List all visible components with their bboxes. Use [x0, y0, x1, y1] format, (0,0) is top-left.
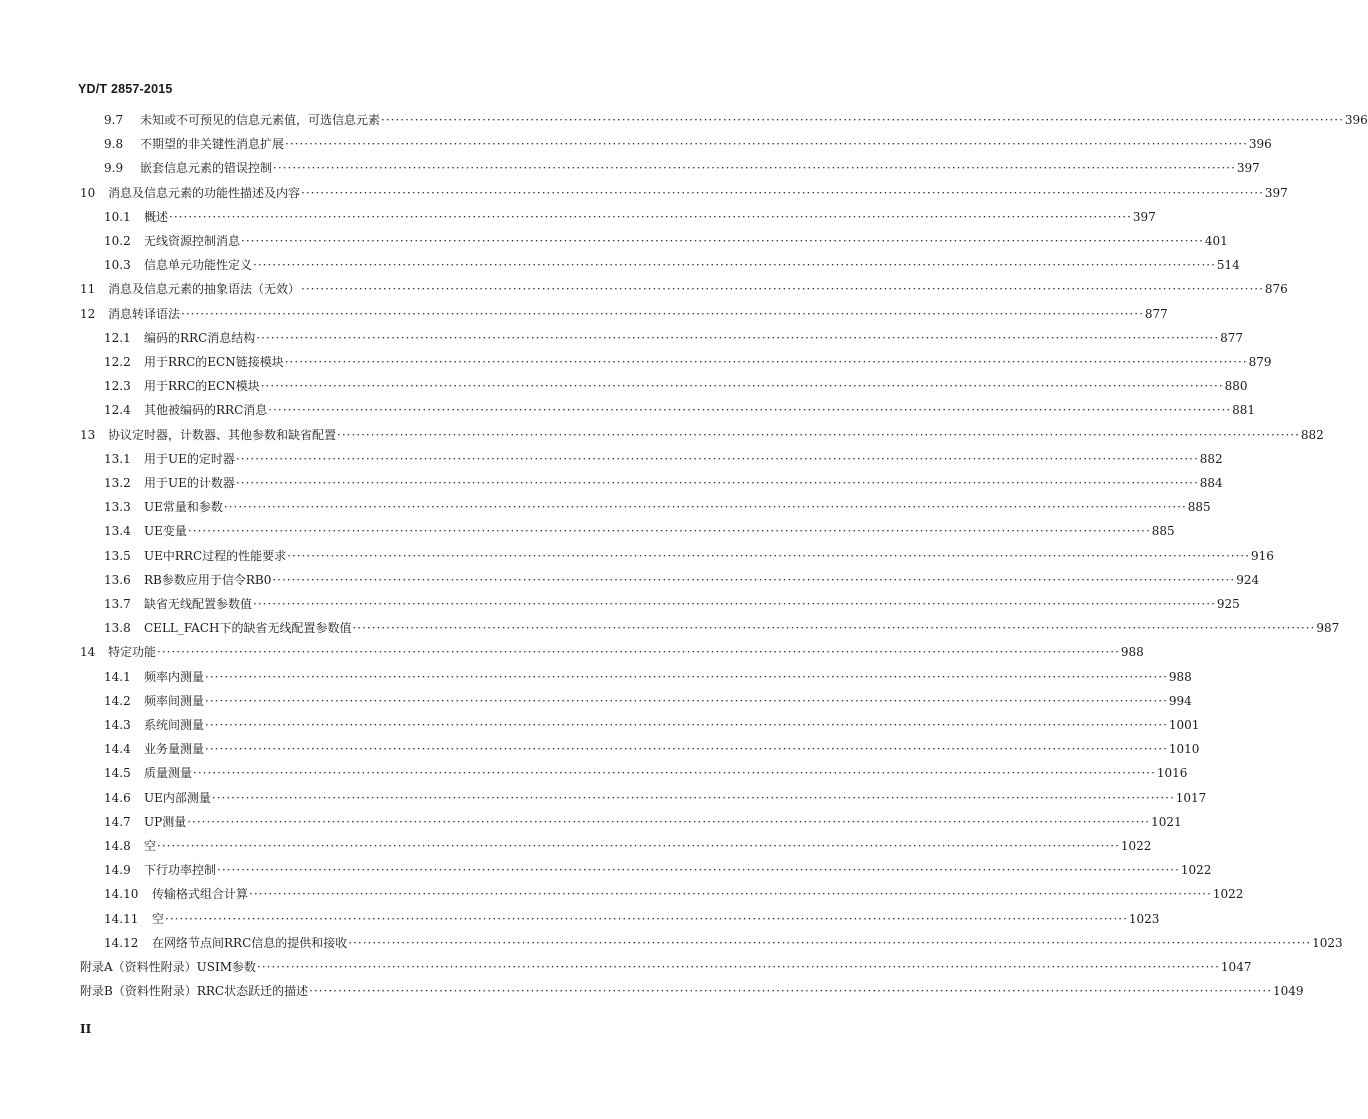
- toc-entry[interactable]: [104, 208, 1156, 226]
- toc-entry-title: 其他被编码的RRC消息: [144, 403, 268, 418]
- toc-entry-title: UP测量: [144, 814, 187, 829]
- dot-leader: ········································································································································································································: [348, 935, 1312, 950]
- toc-entry-number: 13.4: [104, 524, 131, 539]
- dot-leader: ········································································································································································································: [235, 476, 1199, 490]
- toc-entry-number: 14.3: [104, 718, 131, 732]
- toc-entry-number: 9.7: [104, 113, 124, 127]
- dot-leader: ········································································································································································································: [223, 500, 1187, 515]
- toc-entry-title: RB参数应用于信令RB0: [144, 572, 272, 587]
- dot-leader: ········································································································································································································: [284, 355, 1248, 369]
- toc-entry-title: 下行功率控制: [144, 863, 217, 878]
- toc-entry[interactable]: [104, 377, 1248, 395]
- toc-entry-page: 1022: [1212, 887, 1244, 902]
- dot-leader: ········································································································································································································: [301, 185, 1264, 200]
- toc-entry-title: 特定功能: [108, 645, 157, 660]
- toc-entry-page: 397: [1264, 185, 1288, 200]
- toc-entry-page: 1049: [1272, 984, 1304, 999]
- toc-entry-title: 协议定时器，计数器、其他参数和缺省配置: [108, 427, 337, 442]
- toc-entry-number: 13.7: [104, 597, 131, 611]
- toc-entry[interactable]: [104, 159, 1260, 177]
- dot-leader: ········································································································································································································: [157, 645, 1120, 660]
- toc-entry-number: 13: [80, 427, 96, 442]
- dot-leader: ········································································································································································································: [249, 887, 1212, 902]
- toc-entry[interactable]: [80, 643, 1144, 661]
- toc-entry[interactable]: [104, 571, 1260, 589]
- toc-entry-title: UE内部测量: [144, 790, 211, 805]
- toc-entry-title: 在网络节点间RRC信息的提供和接收: [152, 935, 348, 950]
- toc-entry[interactable]: [80, 280, 1288, 298]
- toc-entry[interactable]: [104, 450, 1223, 468]
- toc-entry-number: 14.8: [104, 839, 131, 853]
- toc-entry[interactable]: [104, 595, 1240, 613]
- toc-entry-number: 9.9: [104, 161, 124, 176]
- toc-entry-title: 信息单元功能性定义: [144, 258, 253, 273]
- toc-entry-page: 885: [1187, 500, 1211, 515]
- toc-entry-number: 12.4: [104, 403, 131, 418]
- toc-entry-title: 消息转译语法: [108, 306, 181, 321]
- toc-entry-number: 10: [80, 185, 96, 200]
- toc-entry-title: 空: [152, 911, 165, 926]
- toc-entry-number: 14.2: [104, 693, 131, 708]
- dot-leader: ········································································································································································································: [181, 306, 1144, 321]
- toc-entry-number: 14.1: [104, 669, 131, 684]
- toc-entry[interactable]: [104, 692, 1192, 710]
- document-id-header: YD/T 2857-2015: [78, 82, 173, 96]
- toc-entry[interactable]: [104, 401, 1256, 419]
- dot-leader: ········································································································································································································: [205, 718, 1168, 732]
- toc-entry[interactable]: [104, 547, 1274, 565]
- toc-entry-title: 用于UE的定时器: [144, 451, 235, 466]
- toc-entry-title: 嵌套信息元素的错误控制: [140, 161, 273, 176]
- toc-entry-page: 877: [1144, 306, 1168, 321]
- toc-entry-number: 14.7: [104, 814, 131, 829]
- toc-entry[interactable]: [80, 305, 1168, 323]
- dot-leader: ········································································································································································································: [352, 621, 1316, 636]
- toc-entry-number: 13.2: [104, 476, 131, 490]
- toc-entry-title: 空: [144, 839, 157, 853]
- toc-entry-page: 396: [1344, 113, 1368, 127]
- toc-entry[interactable]: [104, 668, 1192, 686]
- toc-entry[interactable]: [80, 982, 1304, 1000]
- toc-entry[interactable]: [104, 522, 1175, 540]
- toc-entry-page: 1017: [1175, 790, 1207, 805]
- dot-leader: ········································································································································································································: [337, 427, 1300, 442]
- toc-entry-title: 缺省无线配置参数值: [144, 597, 253, 611]
- toc-entry-title: 消息及信息元素的功能性描述及内容: [108, 185, 301, 200]
- toc-entry-page: 881: [1232, 403, 1256, 418]
- dot-leader: ········································································································································································································: [193, 766, 1156, 781]
- toc-entry-number: 12.2: [104, 355, 131, 369]
- toc-entry-number: 14.11: [104, 911, 139, 926]
- toc-entry-number: 14.9: [104, 863, 131, 878]
- dot-leader: ········································································································································································································: [257, 960, 1220, 974]
- dot-leader: ········································································································································································································: [381, 113, 1344, 127]
- toc-entry-number: 14.4: [104, 742, 131, 757]
- toc-entry-title: 附录B（资料性附录）RRC状态跃迁的描述: [80, 984, 309, 999]
- toc-entry-page: 876: [1264, 282, 1288, 297]
- toc-entry-number: 10.3: [104, 258, 131, 273]
- toc-entry-title: 附录A（资料性附录）USIM参数: [80, 960, 257, 974]
- toc-entry[interactable]: [104, 789, 1207, 807]
- toc-entry-page: 882: [1300, 427, 1324, 442]
- toc-entry[interactable]: [104, 934, 1343, 952]
- page-number-footer: II: [80, 1022, 92, 1036]
- toc-entry-title: 无线资源控制消息: [144, 234, 241, 248]
- toc-entry-title: 概述: [144, 209, 169, 224]
- toc-entry-title: 用于UE的计数器: [144, 476, 235, 490]
- toc-entry[interactable]: [104, 498, 1211, 516]
- dot-leader: ········································································································································································································: [287, 548, 1251, 563]
- toc-entry-page: 994: [1168, 693, 1192, 708]
- toc-entry[interactable]: [104, 135, 1272, 153]
- toc-entry-title: 频率间测量: [144, 693, 205, 708]
- toc-entry[interactable]: [104, 885, 1244, 903]
- toc-entry[interactable]: [104, 716, 1200, 734]
- toc-entry-number: 11: [80, 282, 96, 297]
- toc-entry[interactable]: [104, 619, 1340, 637]
- toc-entry-title: 业务量测量: [144, 742, 205, 757]
- dot-leader: ········································································································································································································: [157, 839, 1120, 853]
- toc-entry[interactable]: [104, 910, 1160, 928]
- toc-entry-page: 397: [1132, 209, 1156, 224]
- dot-leader: ········································································································································································································: [268, 403, 1232, 418]
- toc-entry-number: 13.6: [104, 572, 131, 587]
- toc-entry-page: 877: [1220, 330, 1244, 345]
- toc-entry-number: 14.5: [104, 766, 131, 781]
- toc-entry-title: 用于RRC的ECN模块: [144, 379, 260, 394]
- toc-entry[interactable]: [80, 426, 1324, 444]
- toc-entry-number: 14: [80, 645, 96, 660]
- dot-leader: ········································································································································································································: [205, 669, 1168, 684]
- toc-entry-title: 不期望的非关键性消息扩展: [140, 137, 285, 152]
- toc-entry-page: 879: [1248, 355, 1272, 369]
- toc-entry-title: 频率内测量: [144, 669, 205, 684]
- toc-entry-page: 401: [1204, 234, 1228, 248]
- toc-entry-number: 10.1: [104, 209, 131, 224]
- dot-leader: ········································································································································································································: [217, 863, 1180, 878]
- toc-entry[interactable]: [104, 474, 1223, 492]
- toc-entry[interactable]: [104, 813, 1182, 831]
- toc-entry-page: 1001: [1168, 718, 1200, 732]
- dot-leader: ········································································································································································································: [241, 234, 1204, 248]
- toc-entry[interactable]: [104, 353, 1272, 371]
- dot-leader: ········································································································································································································: [309, 984, 1272, 999]
- toc-entry-title: UE中RRC过程的性能要求: [144, 548, 287, 563]
- toc-entry[interactable]: [104, 329, 1244, 347]
- toc-entry-number: 13.5: [104, 548, 131, 563]
- dot-leader: ········································································································································································································: [187, 524, 1151, 539]
- toc-entry-page: 1022: [1180, 863, 1212, 878]
- dot-leader: ········································································································································································································: [272, 572, 1236, 587]
- toc-entry-number: 12.3: [104, 379, 131, 394]
- dot-leader: ········································································································································································································: [187, 814, 1151, 829]
- toc-entry-page: 988: [1120, 645, 1144, 660]
- toc-entry[interactable]: [104, 861, 1212, 879]
- toc-entry-title: 系统间测量: [144, 718, 205, 732]
- dot-leader: ········································································································································································································: [169, 209, 1132, 224]
- toc-entry-number: 13.8: [104, 621, 131, 636]
- toc-entry-title: CELL_FACH下的缺省无线配置参数值: [144, 621, 352, 636]
- toc-entry-number: 10.2: [104, 234, 131, 248]
- toc-entry-page: 1016: [1156, 766, 1188, 781]
- toc-entry-page: 885: [1151, 524, 1175, 539]
- toc-entry-page: 1021: [1151, 814, 1182, 829]
- toc-entry-title: 传输格式组合计算: [152, 887, 249, 902]
- toc-entry-title: 编码的RRC消息结构: [144, 330, 256, 345]
- dot-leader: ········································································································································································································: [253, 258, 1216, 273]
- toc-entry[interactable]: [104, 232, 1228, 250]
- toc-entry[interactable]: [104, 256, 1240, 274]
- toc-entry[interactable]: [104, 837, 1152, 855]
- toc-entry-page: 884: [1199, 476, 1223, 490]
- dot-leader: ········································································································································································································: [285, 137, 1248, 152]
- dot-leader: ········································································································································································································: [301, 282, 1264, 297]
- toc-entry-page: 1023: [1312, 935, 1343, 950]
- toc-entry-page: 987: [1316, 621, 1340, 636]
- dot-leader: ········································································································································································································: [165, 911, 1128, 926]
- toc-entry-page: 925: [1216, 597, 1240, 611]
- toc-entry-title: UE变量: [144, 524, 187, 539]
- dot-leader: ········································································································································································································: [211, 790, 1175, 805]
- toc-entry-page: 988: [1168, 669, 1192, 684]
- toc-entry[interactable]: [104, 740, 1200, 758]
- toc-entry-number: 12.1: [104, 330, 131, 345]
- toc-entry-number: 9.8: [104, 137, 124, 152]
- toc-entry[interactable]: [80, 184, 1288, 202]
- toc-entry-number: 12: [80, 306, 96, 321]
- toc-entry-number: 13.3: [104, 500, 131, 515]
- toc-entry-page: 397: [1236, 161, 1260, 176]
- toc-entry-number: 14.12: [104, 935, 139, 950]
- toc-entry-page: 1047: [1220, 960, 1252, 974]
- toc-entry-number: 14.6: [104, 790, 131, 805]
- toc-entry-title: 未知或不可预见的信息元素值，可选信息元素: [140, 113, 381, 127]
- toc-entry-title: 用于RRC的ECN链接模块: [144, 355, 284, 369]
- toc-entry-number: 14.10: [104, 887, 139, 902]
- dot-leader: ········································································································································································································: [253, 597, 1216, 611]
- toc-entry-title: UE常量和参数: [144, 500, 223, 515]
- toc-entry-page: 1023: [1128, 911, 1160, 926]
- toc-entry-page: 880: [1224, 379, 1248, 394]
- toc-entry-page: 1022: [1120, 839, 1152, 853]
- dot-leader: ········································································································································································································: [260, 379, 1224, 394]
- dot-leader: ········································································································································································································: [256, 330, 1220, 345]
- toc-entry-title: 消息及信息元素的抽象语法（无效）: [108, 282, 301, 297]
- toc-entry[interactable]: [104, 764, 1188, 782]
- toc-entry-page: 396: [1248, 137, 1272, 152]
- dot-leader: ········································································································································································································: [273, 161, 1236, 176]
- toc-entry-page: 514: [1216, 258, 1240, 273]
- toc-entry-number: 13.1: [104, 451, 131, 466]
- toc-entry[interactable]: [104, 111, 1368, 129]
- toc-entry[interactable]: [80, 958, 1252, 976]
- dot-leader: ········································································································································································································: [205, 693, 1168, 708]
- dot-leader: ········································································································································································································: [205, 742, 1168, 757]
- dot-leader: ········································································································································································································: [235, 451, 1199, 466]
- toc-entry-page: 924: [1236, 572, 1260, 587]
- toc-entry-page: 882: [1199, 451, 1223, 466]
- toc-entry-page: 916: [1251, 548, 1274, 563]
- toc-entry-title: 质量测量: [144, 766, 193, 781]
- toc-entry-page: 1010: [1168, 742, 1200, 757]
